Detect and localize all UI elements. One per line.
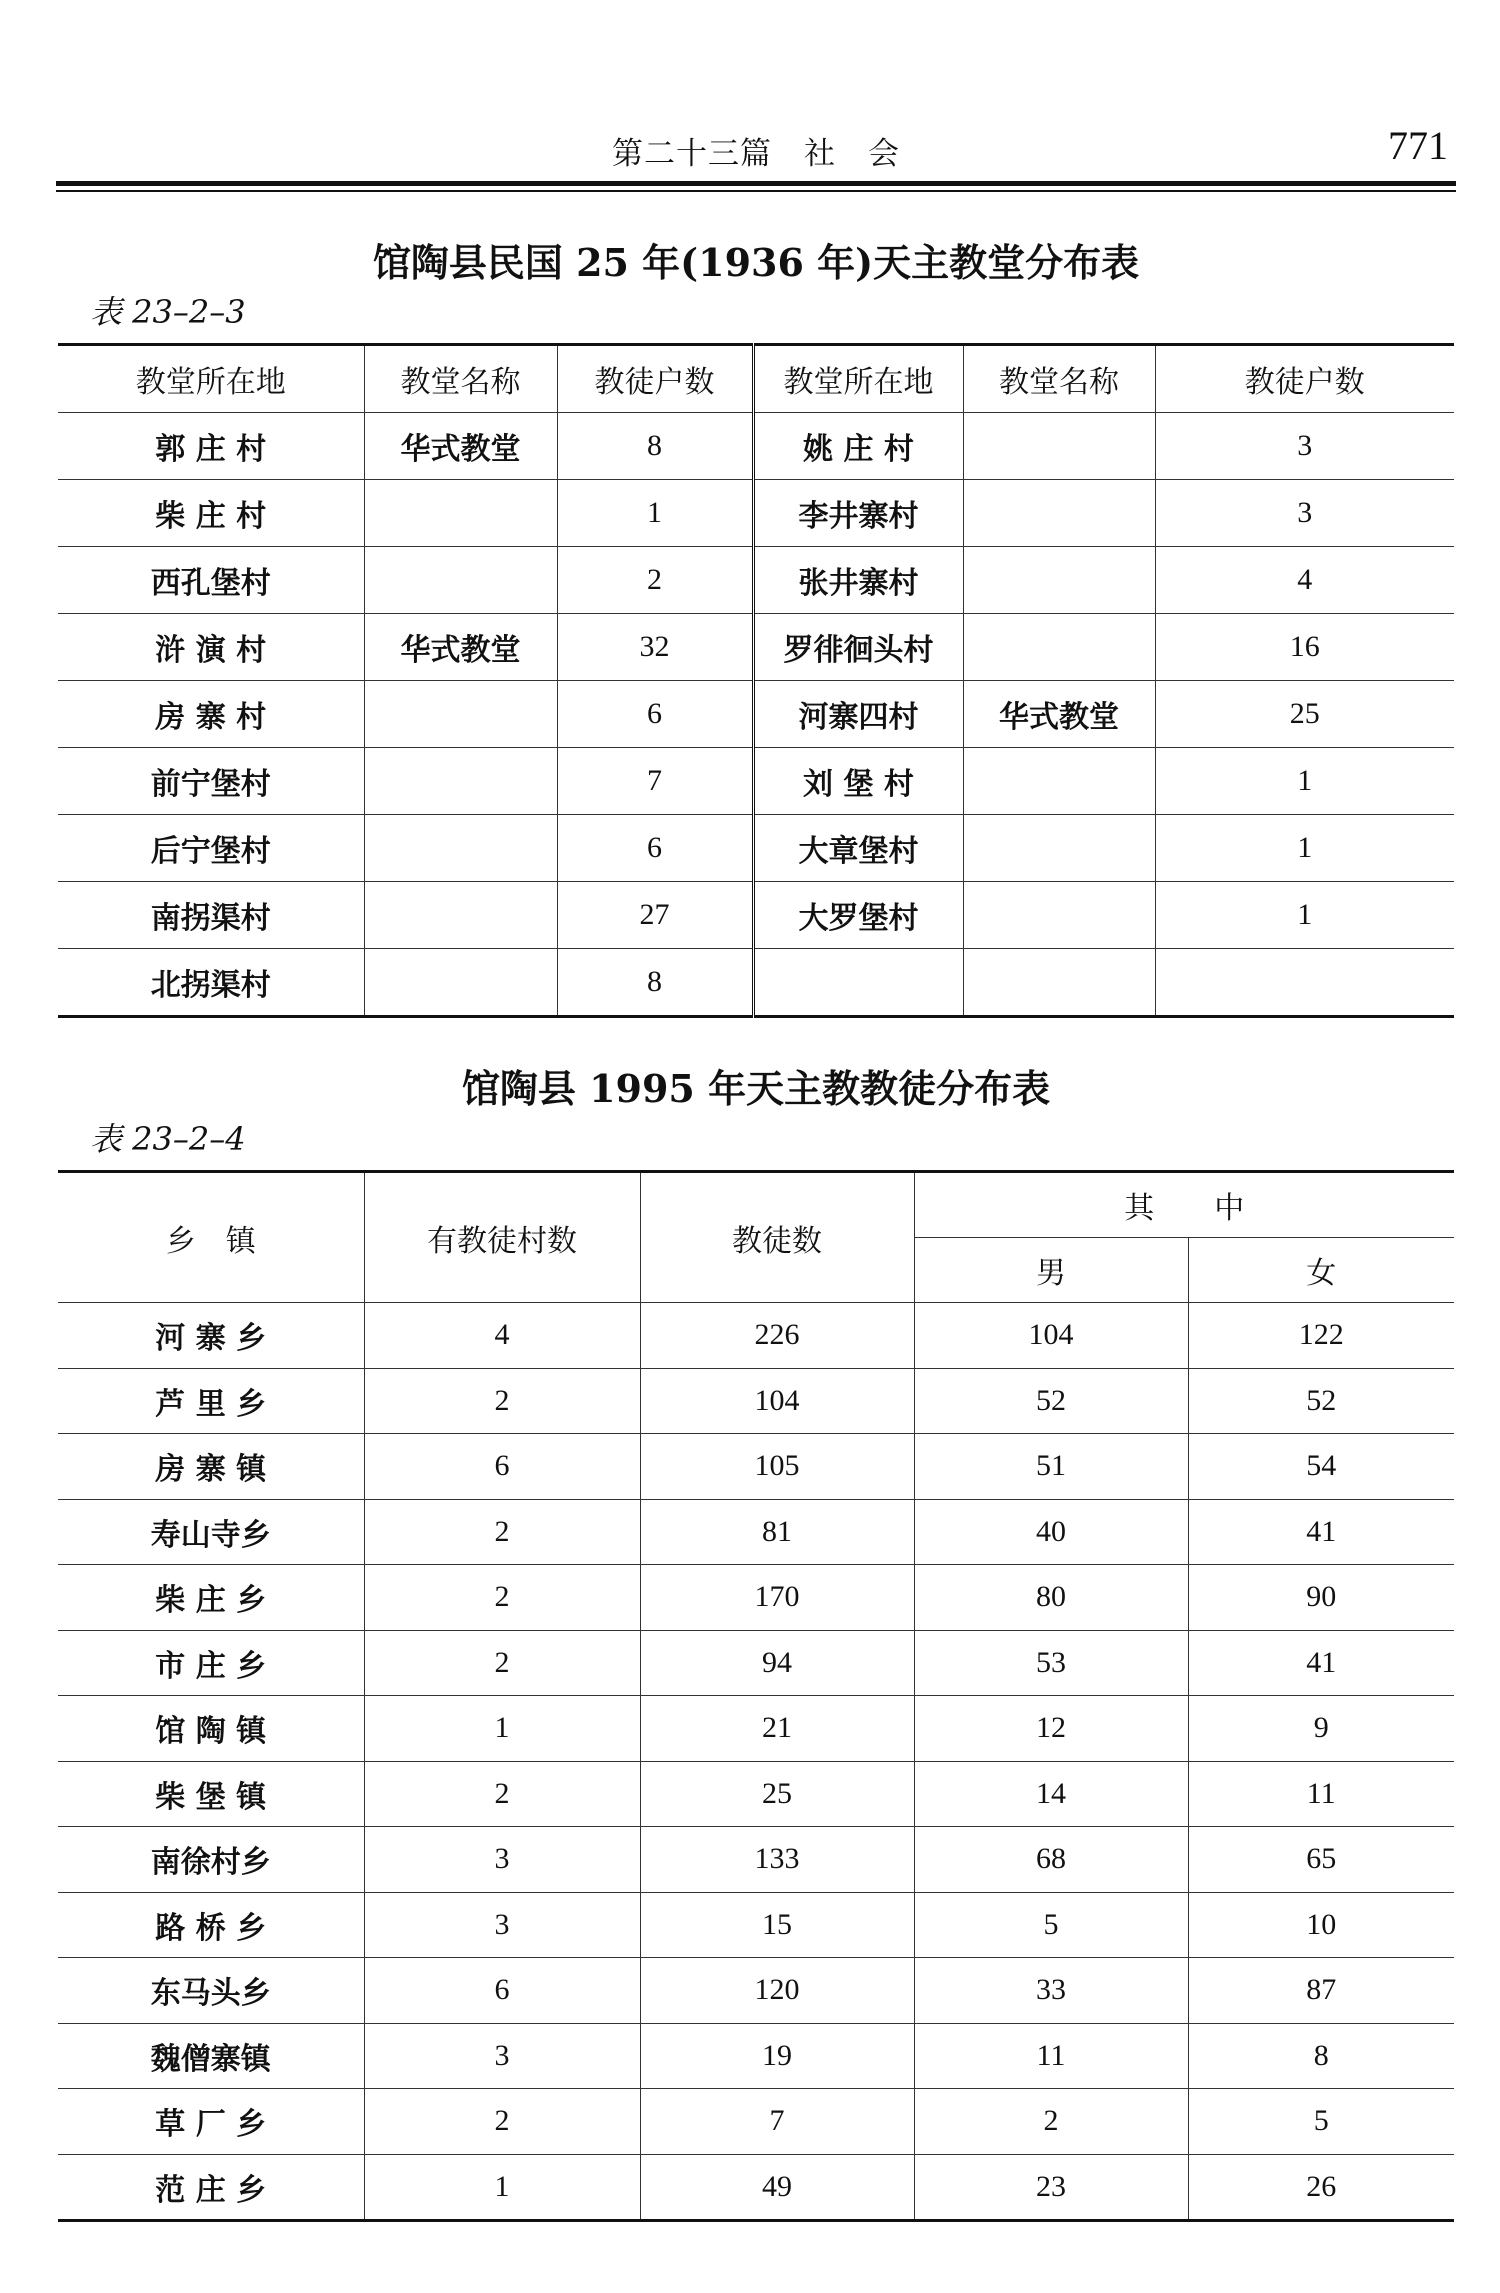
table2-town: 河 寨 乡 <box>58 1303 364 1369</box>
table1-location-1: 柴 庄 村 <box>58 480 364 547</box>
table2-town: 市 庄 乡 <box>58 1630 364 1696</box>
table1-location-1: 房 寨 村 <box>58 681 364 748</box>
table2-female: 10 <box>1188 1892 1454 1958</box>
table1-title: 馆陶县民国 25 年(1936 年)天主教堂分布表 <box>372 240 1140 285</box>
table1-households-1: 8 <box>557 413 753 480</box>
table2-female: 65 <box>1188 1827 1454 1893</box>
table1-location-1: 前宁堡村 <box>58 748 364 815</box>
table2-label: 表 23–2–4 <box>90 1120 246 1158</box>
table1-header-row <box>58 345 1454 413</box>
table2-row <box>58 1761 1454 1827</box>
table2-row <box>58 1499 1454 1565</box>
table1-church-name-1 <box>364 949 557 1017</box>
table1-households-2: 4 <box>1155 547 1454 614</box>
table2-believers: 21 <box>640 1696 914 1762</box>
table-church-distribution-1936 <box>58 343 1454 1018</box>
table2-male: 40 <box>914 1499 1188 1565</box>
table1-church-name-1 <box>364 882 557 949</box>
table1-row <box>58 614 1454 681</box>
table1-row <box>58 681 1454 748</box>
table2-male: 104 <box>914 1303 1188 1369</box>
table1-row <box>58 815 1454 882</box>
table2-female: 52 <box>1188 1368 1454 1434</box>
table1-church-name-1: 华式教堂 <box>364 614 557 681</box>
table2-col-of-which: 其 中 <box>914 1172 1454 1238</box>
table1-church-name-2 <box>963 614 1155 681</box>
table1-col-location-2: 教堂所在地 <box>753 345 963 413</box>
table1-col-location-1: 教堂所在地 <box>58 345 364 413</box>
table1-church-name-1 <box>364 748 557 815</box>
table2-female: 41 <box>1188 1630 1454 1696</box>
table2-male: 5 <box>914 1892 1188 1958</box>
table2-villages: 3 <box>364 1892 640 1958</box>
table2-row <box>58 1368 1454 1434</box>
table1-location-2: 大罗堡村 <box>753 882 963 949</box>
running-header <box>56 120 1456 190</box>
table2-male: 80 <box>914 1565 1188 1631</box>
table2-believers: 133 <box>640 1827 914 1893</box>
table2-row <box>58 1303 1454 1369</box>
table1-location-1: 郭 庄 村 <box>58 413 364 480</box>
table1-location-1: 后宁堡村 <box>58 815 364 882</box>
table2-male: 52 <box>914 1368 1188 1434</box>
table2-town: 南徐村乡 <box>58 1827 364 1893</box>
table2-male: 51 <box>914 1434 1188 1500</box>
table1-households-2: 25 <box>1155 681 1454 748</box>
table2-row <box>58 1827 1454 1893</box>
table1-row <box>58 748 1454 815</box>
table2-male: 14 <box>914 1761 1188 1827</box>
table2-villages: 1 <box>364 2154 640 2221</box>
table1-church-name-1: 华式教堂 <box>364 413 557 480</box>
table1-row <box>58 882 1454 949</box>
table2-believers: 170 <box>640 1565 914 1631</box>
table2-row <box>58 2089 1454 2155</box>
table2-row <box>58 2154 1454 2221</box>
table1-households-1: 8 <box>557 949 753 1017</box>
table1-church-name-2 <box>963 748 1155 815</box>
table1-col-church-name-1: 教堂名称 <box>364 345 557 413</box>
section-title: 第二十三篇 社 会 <box>612 136 900 172</box>
table2-believers: 105 <box>640 1434 914 1500</box>
table2-male: 11 <box>914 2023 1188 2089</box>
table2-row <box>58 1630 1454 1696</box>
table2-believers: 7 <box>640 2089 914 2155</box>
table1-row <box>58 949 1454 1017</box>
table1-row <box>58 547 1454 614</box>
table1-households-2 <box>1155 949 1454 1017</box>
table1-church-name-2 <box>963 949 1155 1017</box>
table2-town: 路 桥 乡 <box>58 1892 364 1958</box>
table2-female: 90 <box>1188 1565 1454 1631</box>
table2-town: 柴 堡 镇 <box>58 1761 364 1827</box>
table1-households-2: 3 <box>1155 413 1454 480</box>
table2-villages: 1 <box>364 1696 640 1762</box>
table1-location-2 <box>753 949 963 1017</box>
table2-town: 芦 里 乡 <box>58 1368 364 1434</box>
header-rule-thin <box>56 190 1456 192</box>
table2-row <box>58 2023 1454 2089</box>
table2-town: 寿山寺乡 <box>58 1499 364 1565</box>
table2-male: 23 <box>914 2154 1188 2221</box>
table2-col-believers: 教徒数 <box>640 1172 914 1303</box>
table2-title: 馆陶县 1995 年天主教教徒分布表 <box>461 1066 1051 1111</box>
table2-female: 11 <box>1188 1761 1454 1827</box>
table1-households-1: 2 <box>557 547 753 614</box>
table1-church-name-2: 华式教堂 <box>963 681 1155 748</box>
table1-location-1: 西孔堡村 <box>58 547 364 614</box>
table2-row <box>58 1434 1454 1500</box>
table2-town: 房 寨 镇 <box>58 1434 364 1500</box>
page-number: 771 <box>1388 123 1448 168</box>
table2-female: 122 <box>1188 1303 1454 1369</box>
table2-villages: 2 <box>364 1630 640 1696</box>
table1-label: 表 23–2–3 <box>90 293 246 331</box>
table1-location-1: 南拐渠村 <box>58 882 364 949</box>
table2-row <box>58 1696 1454 1762</box>
table2-villages: 3 <box>364 2023 640 2089</box>
table2-town: 范 庄 乡 <box>58 2154 364 2221</box>
table2-villages: 6 <box>364 1958 640 2024</box>
table2-town: 草 厂 乡 <box>58 2089 364 2155</box>
table2-row <box>58 1892 1454 1958</box>
table2-female: 9 <box>1188 1696 1454 1762</box>
table2-believers: 49 <box>640 2154 914 2221</box>
table2-town: 魏僧寨镇 <box>58 2023 364 2089</box>
table1-location-2: 姚 庄 村 <box>753 413 963 480</box>
table1-location-2: 刘 堡 村 <box>753 748 963 815</box>
table2-believers: 19 <box>640 2023 914 2089</box>
table1-church-name-2 <box>963 480 1155 547</box>
table2-villages: 2 <box>364 1368 640 1434</box>
table1-church-name-1 <box>364 815 557 882</box>
table2-villages: 2 <box>364 1499 640 1565</box>
table2-col-female: 女 <box>1188 1238 1454 1303</box>
table1-households-2: 1 <box>1155 748 1454 815</box>
table1-church-name-2 <box>963 413 1155 480</box>
table1-location-1: 浒 演 村 <box>58 614 364 681</box>
table1-households-2: 16 <box>1155 614 1454 681</box>
table2-believers: 15 <box>640 1892 914 1958</box>
table1-location-2: 河寨四村 <box>753 681 963 748</box>
table1-col-church-name-2: 教堂名称 <box>963 345 1155 413</box>
table1-location-2: 李井寨村 <box>753 480 963 547</box>
table1-households-1: 32 <box>557 614 753 681</box>
table2-col-villages: 有教徒村数 <box>364 1172 640 1303</box>
table1-row <box>58 480 1454 547</box>
table1-row <box>58 413 1454 480</box>
table2-col-town: 乡 镇 <box>58 1172 364 1303</box>
table2-female: 54 <box>1188 1434 1454 1500</box>
table2-villages: 2 <box>364 1565 640 1631</box>
table1-location-2: 罗徘徊头村 <box>753 614 963 681</box>
table2-believers: 94 <box>640 1630 914 1696</box>
table2-believers: 104 <box>640 1368 914 1434</box>
table1-church-name-2 <box>963 547 1155 614</box>
table1-households-2: 1 <box>1155 815 1454 882</box>
table1-households-1: 6 <box>557 815 753 882</box>
table2-female: 26 <box>1306 2169 1337 2203</box>
table2-town: 馆 陶 镇 <box>58 1696 364 1762</box>
table2-female: 41 <box>1188 1499 1454 1565</box>
table1-households-2: 1 <box>1155 882 1454 949</box>
table1-households-1: 7 <box>557 748 753 815</box>
table2-header-row-1 <box>58 1172 1454 1238</box>
table2-row <box>58 1565 1454 1631</box>
table2-town: 东马头乡 <box>58 1958 364 2024</box>
table1-church-name-1 <box>364 681 557 748</box>
table2-male: 68 <box>914 1827 1188 1893</box>
table1-col-households-1: 教徒户数 <box>557 345 753 413</box>
table1-households-1: 1 <box>557 480 753 547</box>
table2-believers: 81 <box>640 1499 914 1565</box>
table1-church-name-2 <box>963 815 1155 882</box>
table1-col-households-2: 教徒户数 <box>1155 345 1454 413</box>
table2-row <box>58 1958 1454 2024</box>
table2-male: 33 <box>914 1958 1188 2024</box>
table2-villages: 2 <box>364 2089 640 2155</box>
table2-villages: 2 <box>364 1761 640 1827</box>
table1-church-name-1 <box>364 547 557 614</box>
table2-female: 5 <box>1188 2089 1454 2155</box>
table2-believers: 120 <box>640 1958 914 2024</box>
table2-believers: 25 <box>640 1761 914 1827</box>
table2-villages: 6 <box>364 1434 640 1500</box>
table2-female: 87 <box>1188 1958 1454 2024</box>
table2-col-male: 男 <box>914 1238 1188 1303</box>
table2-villages: 3 <box>364 1827 640 1893</box>
table1-households-1: 27 <box>557 882 753 949</box>
table2-town: 柴 庄 乡 <box>58 1565 364 1631</box>
table2-female: 8 <box>1188 2023 1454 2089</box>
table2-male: 2 <box>914 2089 1188 2155</box>
table1-households-2: 3 <box>1155 480 1454 547</box>
table1-location-2: 大章堡村 <box>753 815 963 882</box>
header-rule-thick <box>56 181 1456 186</box>
table1-church-name-2 <box>963 882 1155 949</box>
table1-location-1: 北拐渠村 <box>58 949 364 1017</box>
table-catholic-believers-1995 <box>58 1170 1454 2222</box>
table2-believers: 226 <box>640 1303 914 1369</box>
table2-villages: 4 <box>364 1303 640 1369</box>
table2-male: 12 <box>914 1696 1188 1762</box>
table1-location-2: 张井寨村 <box>753 547 963 614</box>
table1-households-1: 6 <box>557 681 753 748</box>
table2-male: 53 <box>914 1630 1188 1696</box>
table1-church-name-1 <box>364 480 557 547</box>
